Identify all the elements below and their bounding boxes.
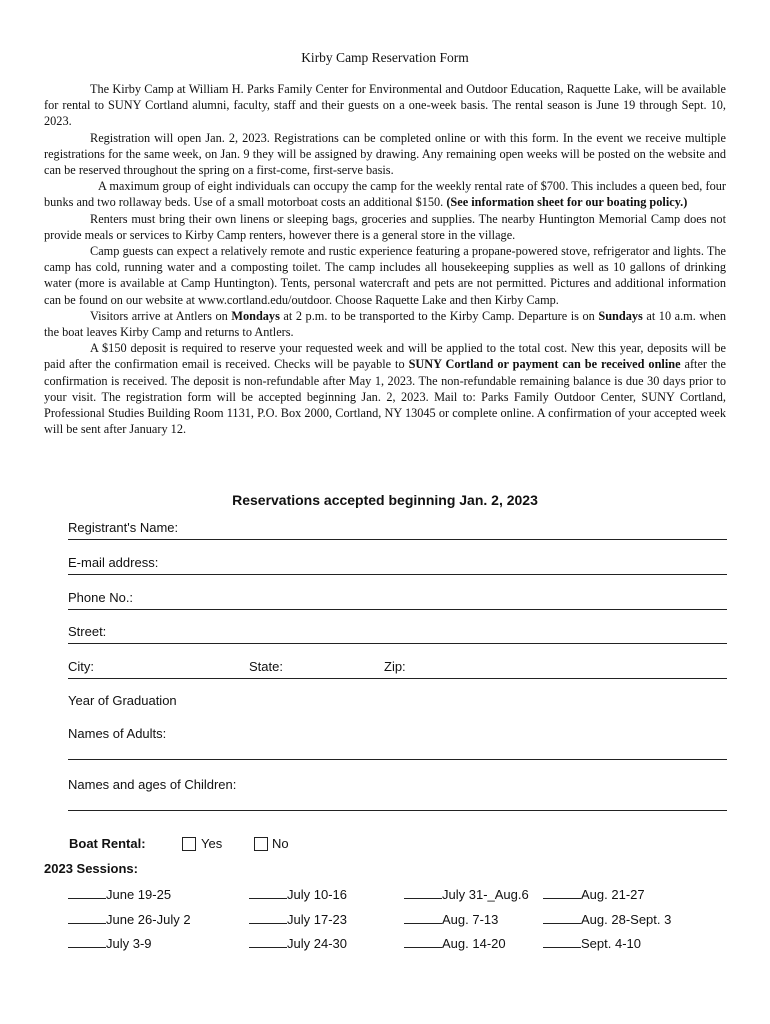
boat-yes-label: Yes	[201, 836, 223, 851]
boat-yes-checkbox[interactable]	[182, 837, 196, 851]
boat-no-checkbox[interactable]	[254, 837, 268, 851]
session-option[interactable]: July 17-23	[249, 911, 347, 927]
payment-note: SUNY Cortland or payment can be received online	[408, 357, 681, 372]
session-blank[interactable]	[249, 886, 287, 899]
capacity-text: A maximum group of eight individuals can occupy the camp for the weekly rental rate of $700. This includes a queen bed, four bunks and two rollaway beds. Use of a small motorboat costs an additional $150.	[44, 179, 726, 210]
paragraph-location: The Kirby Camp at William H. Parks Family Center for Environmental and Outdoor Education, Raquette Lake, will be available for rental to SUNY Cortland alumni, faculty, staff and their guests on a one-week basis. The rental season is June 19 through Sept. 10, 2023.	[44, 82, 726, 129]
session-option[interactable]: July 24-30	[249, 935, 347, 951]
session-blank[interactable]	[404, 911, 442, 924]
zip-label: Zip:	[384, 659, 406, 674]
phone-label: Phone No.:	[68, 590, 134, 605]
paragraph-supplies: Renters must bring their own linens or sleeping bags, groceries and supplies. The nearby Huntington Memorial Camp does not provide meals or services to Kirby Camp renters, however there is a general store in the village.	[44, 211, 726, 242]
boat-rental-row	[68, 836, 468, 856]
session-blank[interactable]	[249, 935, 287, 948]
session-blank[interactable]	[543, 886, 581, 899]
session-option[interactable]: July 3-9	[68, 935, 152, 951]
graduation-year-label: Year of Graduation	[68, 693, 177, 708]
paragraph-capacity	[44, 178, 726, 210]
paragraph-registration: Registration will open Jan. 2, 2023. Registrations can be completed online or with this form. In the event we receive multiple registrations for the same week, on Jan. 9 they will be assigned by drawing. Any remaining open weeks will be posted on the website and can be reserved throughout the spring on a first-come, first-serve basis.	[44, 130, 726, 178]
form-title: Kirby Camp Reservation Form	[301, 50, 469, 65]
adults-names-field[interactable]	[68, 726, 727, 760]
reservations-heading: Reservations accepted beginning Jan. 2, 2023	[232, 492, 538, 508]
graduation-year-field[interactable]	[68, 693, 727, 712]
paragraph-deposit: A $150 deposit is required to reserve your requested week and will be applied to the total cost. New this year, deposits will be paid after the confirmation email is received. Checks will be payable to SUNY Cortland or payment can be received online after the confirmation is received. The deposit is non-refundable after May 1, 2023. The non-refundable remaining balance is due 30 days prior to your visit. The registration form will be accepted beginning Jan. 2, 2023. Mail to: Parks Family Outdoor Center, SUNY Cortland, Professional Studies Building Room 1131, P.O. Box 2000, Cortland, NY 13045 or complete online. A confirmation of your accepted week will be sent after January 12.	[44, 341, 726, 437]
session-blank[interactable]	[404, 886, 442, 899]
adults-names-label: Names of Adults:	[68, 726, 167, 741]
paragraph-arrival: Visitors arrive at Antlers on Mondays at 2 p.m. to be transported to the Kirby Camp. Departure is on Sundays at 10 a.m. when the boat leaves Kirby Camp and returns to Antlers.	[44, 308, 727, 340]
session-option[interactable]: Aug. 7-13	[404, 911, 498, 927]
session-option[interactable]: Aug. 14-20	[404, 935, 506, 951]
session-option[interactable]: July 10-16	[249, 886, 347, 902]
session-blank[interactable]	[543, 935, 581, 948]
boating-policy-note: (See information sheet for our boating policy.)	[446, 195, 688, 210]
registrant-name-field[interactable]	[68, 520, 727, 540]
session-option[interactable]: July 31-_Aug.6	[404, 886, 529, 902]
session-blank[interactable]	[249, 911, 287, 924]
session-blank[interactable]	[68, 911, 106, 924]
session-blank[interactable]	[68, 886, 106, 899]
session-option[interactable]: Sept. 4-10	[543, 935, 641, 951]
state-label: State:	[249, 659, 283, 674]
city-label: City:	[68, 659, 94, 674]
session-option[interactable]: Aug. 21-27	[543, 886, 645, 902]
session-blank[interactable]	[404, 935, 442, 948]
session-option[interactable]: June 19-25	[68, 886, 171, 902]
sessions-heading: 2023 Sessions:	[44, 861, 138, 876]
street-field[interactable]	[68, 624, 727, 644]
intro-text	[44, 81, 726, 437]
registrant-name-label: Registrant's Name:	[68, 520, 179, 535]
children-names-label: Names and ages of Children:	[68, 777, 237, 792]
boat-no-label: No	[272, 836, 289, 851]
session-option[interactable]: June 26-July 2	[68, 911, 191, 927]
address-row[interactable]	[68, 659, 727, 679]
departure-day: Sundays	[598, 308, 643, 323]
street-label: Street:	[68, 624, 107, 639]
email-label: E-mail address:	[68, 555, 159, 570]
children-names-field[interactable]	[68, 777, 727, 811]
email-field[interactable]	[68, 555, 727, 575]
boat-rental-label: Boat Rental:	[69, 836, 146, 851]
phone-field[interactable]	[68, 590, 727, 610]
paragraph-experience: Camp guests can expect a relatively remote and rustic experience featuring a propane-powered stove, refrigerator and lights. The camp has cold, running water and a composting toilet. The camp includes all housekeeping supplies as well as 10 gallons of drinking water (more is available at Camp Huntington). Tents, personal watercraft and pets are not permitted. Pictures and additional information can be found on our website at www.cortland.edu/outdoor. Choose Raquette Lake and then Kirby Camp.	[44, 244, 726, 307]
arrival-day: Mondays	[231, 308, 280, 323]
session-blank[interactable]	[543, 911, 581, 924]
session-blank[interactable]	[68, 935, 106, 948]
session-option[interactable]: Aug. 28-Sept. 3	[543, 911, 671, 927]
